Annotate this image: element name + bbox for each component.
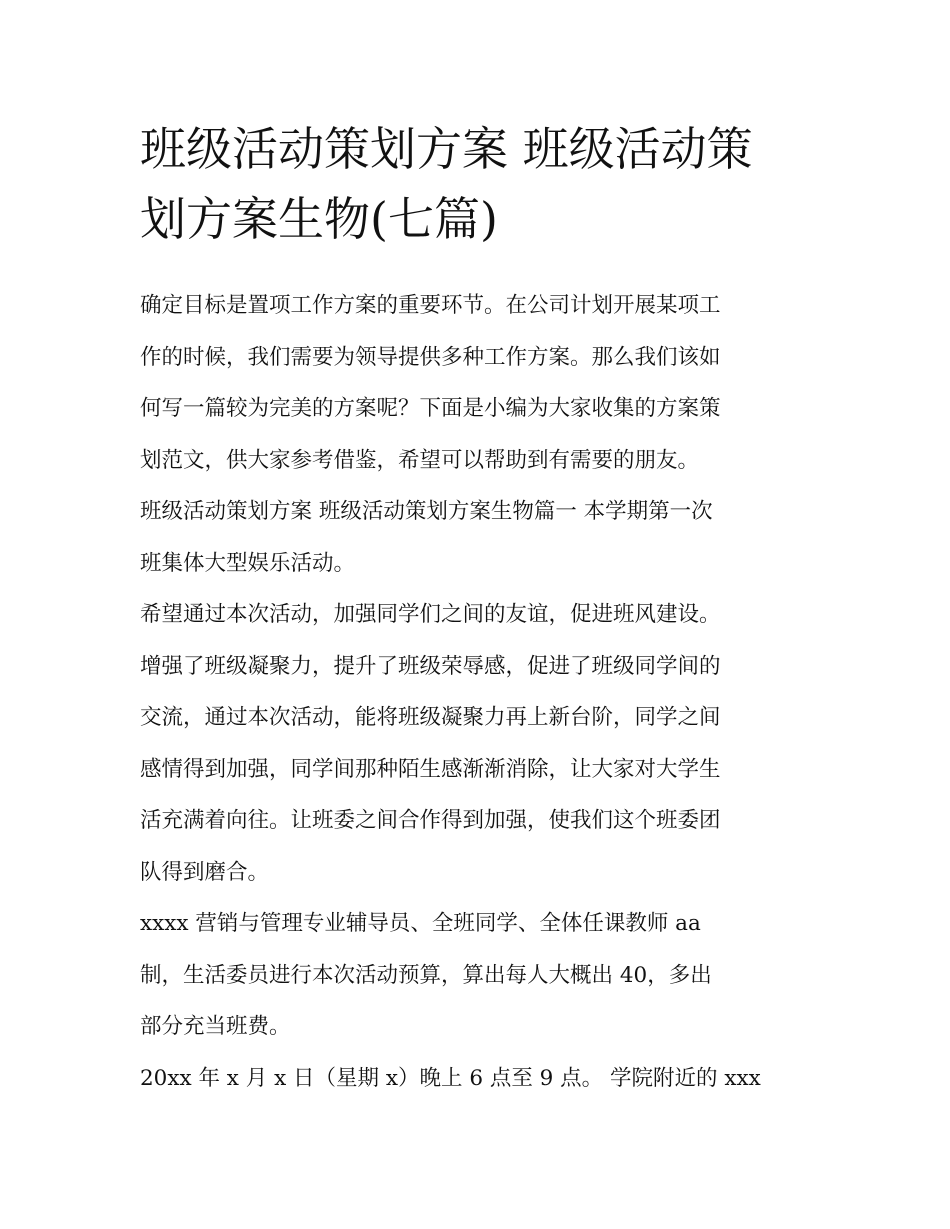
body-line: 班级活动策划方案 班级活动策划方案生物篇一 本学期第一次 [140,499,713,524]
body-line: 感情得到加强，同学间那种陌生感渐渐消除，让大家对大学生 [140,756,721,782]
body-line: 部分充当班费。 [140,1014,291,1039]
document-title [140,114,830,254]
body-line: 希望通过本次活动，加强同学们之间的友谊，促进班风建设。 [140,602,721,627]
body-line: 增强了班级凝聚力，提升了班级荣辱感，促进了班级同学间的 [140,653,721,679]
body-line: 制，生活委员进行本次活动预算，算出每人大概出 40，多出 [140,962,712,988]
body-line: 20xx 年 x 月 x 日（星期 x）晚上 6 点至 9 点。 学院附近的 xxx [140,1065,761,1091]
body-line: 确定目标是置项工作方案的重要环节。在公司计划开展某项工 [140,293,721,318]
title-line: 班级活动策划方案 班级活动策 [140,122,753,176]
document-body [140,280,820,1104]
body-line: 队得到磨合。 [140,859,270,885]
title-line: 划方案生物(七篇) [140,192,498,246]
body-line: xxxx 营销与管理专业辅导员、全班同学、全体任课教师 aa [140,911,701,936]
body-line: 活充满着向往。让班委之间合作得到加强，使我们这个班委团 [140,808,721,833]
body-line: 交流，通过本次活动，能将班级凝聚力再上新台阶，同学之间 [140,705,721,730]
body-line: 班集体大型娱乐活动。 [140,550,356,576]
body-line: 作的时候，我们需要为领导提供多种工作方案。那么我们该如 [140,344,721,370]
body-line: 何写一篇较为完美的方案呢？下面是小编为大家收集的方案策 [140,396,721,421]
body-line: 划范文，供大家参考借鉴，希望可以帮助到有需要的朋友。 [140,447,700,473]
